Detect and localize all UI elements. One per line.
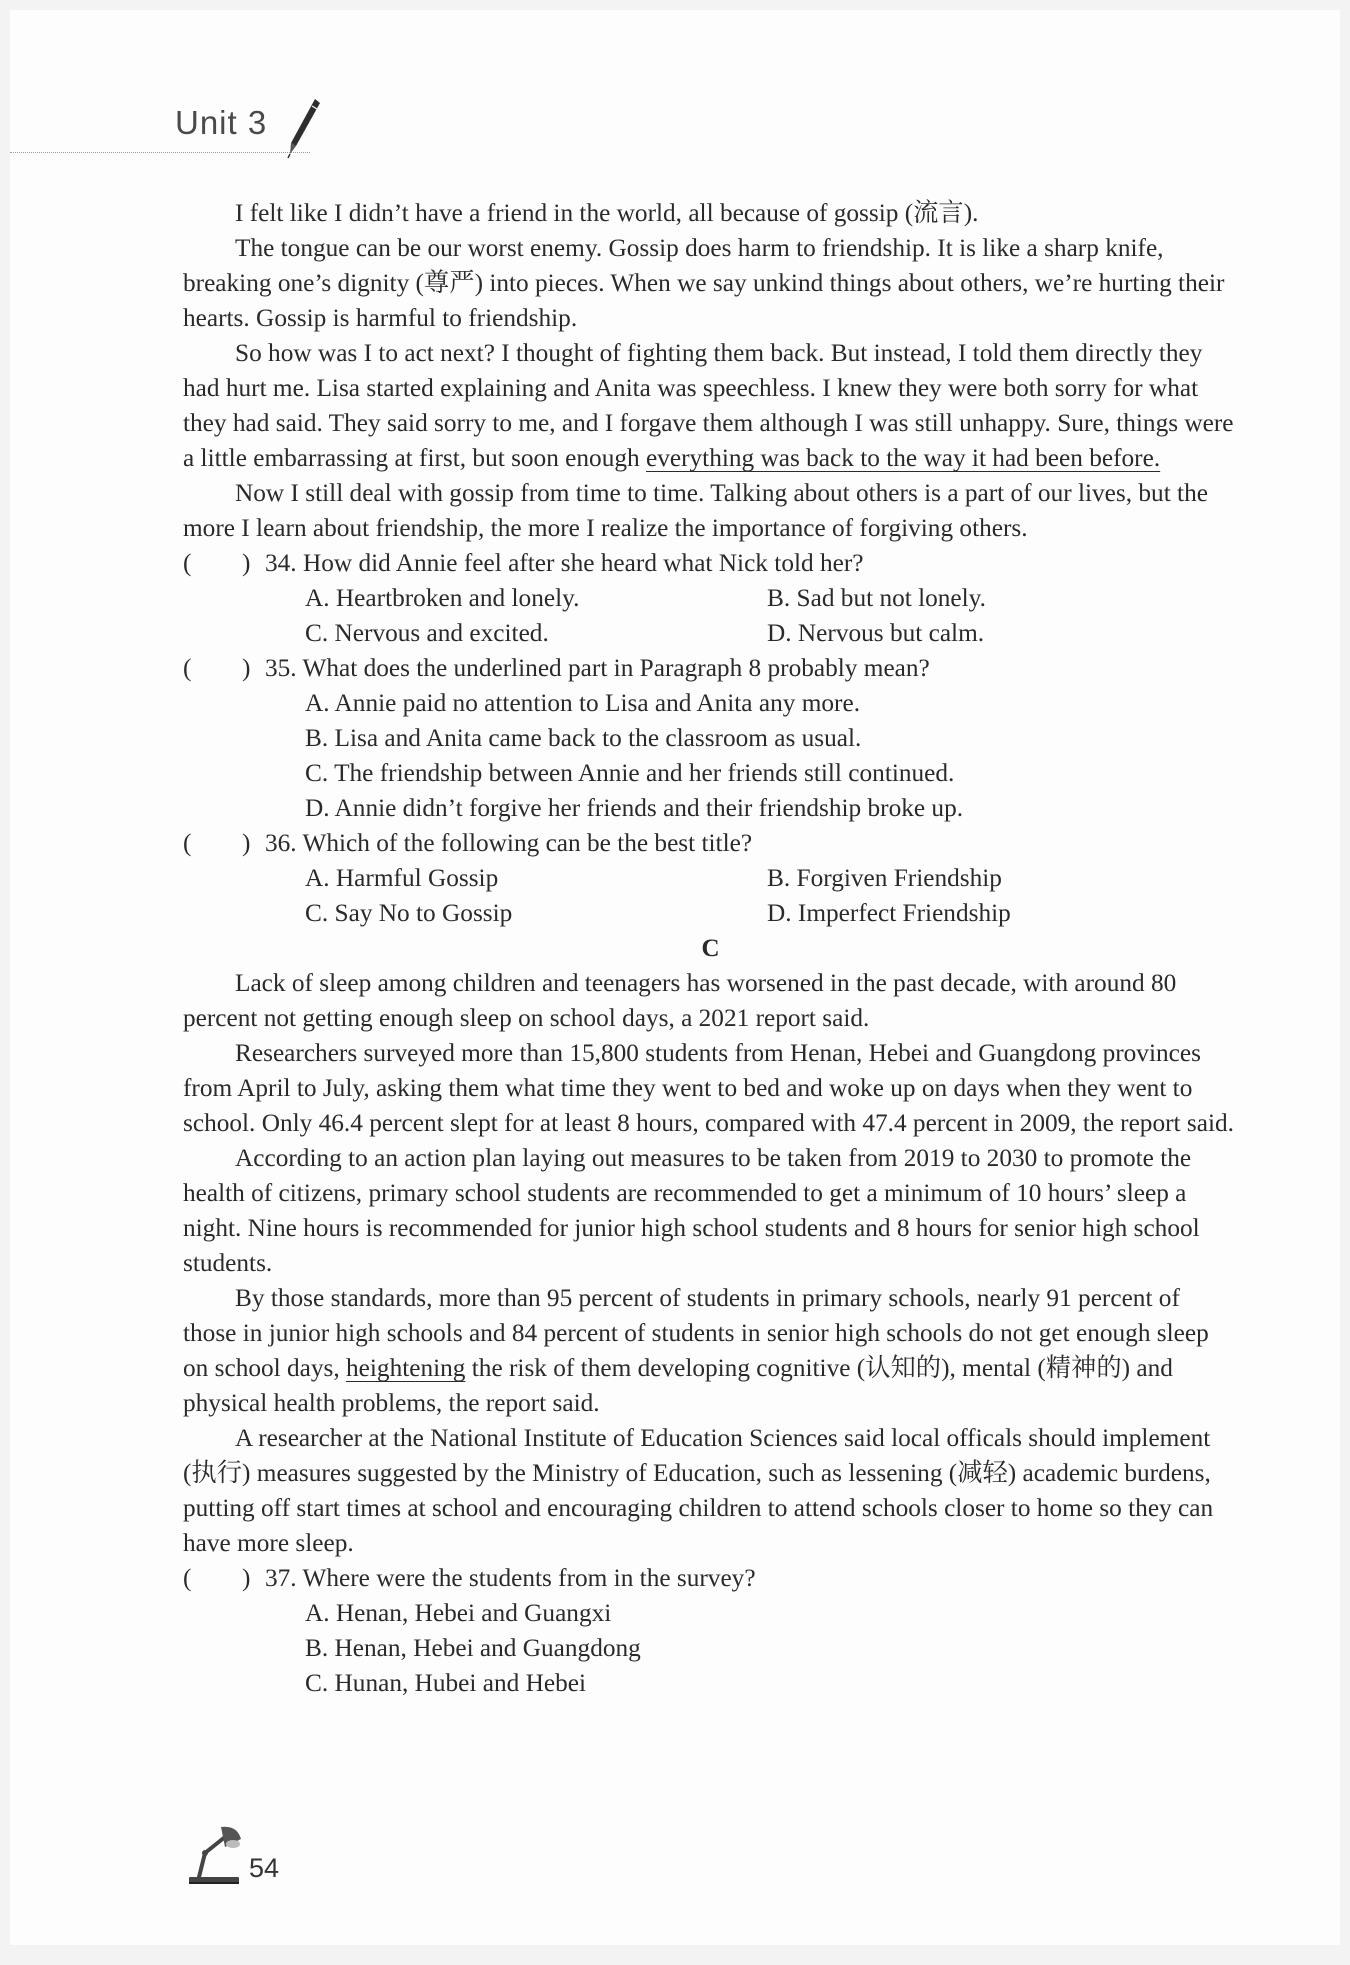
page-header — [10, 100, 320, 160]
paragraph — [183, 1281, 1238, 1421]
question-34 — [183, 546, 1238, 581]
unit-title: Unit 3 — [175, 104, 268, 141]
question-text: 36. Which of the following can be the best title? — [265, 829, 753, 857]
answer-blank[interactable]: ( ) — [183, 549, 251, 577]
underlined-word: heightening — [346, 1354, 466, 1382]
option[interactable]: D. Nervous but calm. — [767, 619, 985, 647]
paragraph: I felt like I didn’t have a friend in the world, all because of gossip (流言). — [235, 199, 979, 227]
paragraph: Now I still deal with gossip from time to time. Talking about others is a part of our lives, but the more I learn about friendship, the more I realize the importance of forgiving others. — [183, 479, 1208, 542]
option[interactable]: B. Sad but not lonely. — [767, 584, 987, 612]
option[interactable]: B. Henan, Hebei and Guangdong — [305, 1634, 641, 1662]
paragraph: According to an action plan laying out measures to be taken from 2019 to 2030 to promote the health of citizens, primary school students are recommended to get a minimum of 10 hours’ sleep a night. Nine hours is recommended for junior high school students and 8 hours for senior high school students. — [183, 1144, 1200, 1277]
paragraph: Researchers surveyed more than 15,800 students from Henan, Hebei and Guangdong provinces from April to July, asking them what time they went to bed and woke up on days when they went to school. Only 46.4 percent slept for at least 8 hours, compared with 47.4 percent in 2009, the report said. — [183, 1039, 1234, 1137]
answer-blank[interactable]: ( ) — [183, 829, 251, 857]
options — [183, 581, 1238, 651]
option[interactable]: C. Hunan, Hubei and Hebei — [305, 1669, 587, 1697]
header-divider — [10, 152, 310, 153]
options — [183, 686, 1238, 826]
option[interactable]: D. Imperfect Friendship — [767, 899, 1011, 927]
option[interactable]: A. Harmful Gossip — [305, 864, 499, 892]
option[interactable]: B. Lisa and Anita came back to the classroom as usual. — [305, 724, 862, 752]
page-footer — [185, 1823, 385, 1893]
option[interactable]: B. Forgiven Friendship — [767, 864, 1002, 892]
options — [183, 1596, 1238, 1701]
desk-lamp-icon — [185, 1823, 247, 1887]
option[interactable]: A. Heartbroken and lonely. — [305, 584, 580, 612]
paragraph-text: So how was I to act next? I thought of fighting them back. But instead, I told them directly they had hurt me. Lisa started explaining and Anita was speechless. I knew they were both sorry for what they had said. They said sorry to me, and I forgave them although I was still unhappy. Sure, things were a little embarrassing at first, but soon enough — [183, 339, 1234, 472]
question-37 — [183, 1561, 1238, 1596]
paragraph: Lack of sleep among children and teenagers has worsened in the past decade, with around 80 percent not getting enough sleep on school days, a 2021 report said. — [183, 969, 1177, 1032]
page-content — [183, 196, 1238, 1701]
option[interactable]: C. Say No to Gossip — [305, 899, 513, 927]
page-number: 54 — [249, 1853, 280, 1883]
paragraph: A researcher at the National Institute of Education Sciences said local officals should implement (执行) measures suggested by the Ministry of Education, such as lessening (减轻) academic burdens, putting off start times at school and encouraging children to attend schools closer to home so they can have more sleep. — [183, 1424, 1214, 1557]
pen-icon — [282, 96, 322, 160]
answer-blank[interactable]: ( ) — [183, 654, 251, 682]
question-text: 34. How did Annie feel after she heard what Nick told her? — [265, 549, 864, 577]
paragraph — [183, 336, 1238, 476]
option[interactable]: D. Annie didn’t forgive her friends and their friendship broke up. — [305, 794, 964, 822]
underlined-phrase: everything was back to the way it had been before. — [645, 444, 1161, 472]
paragraph-text: By those standards, more than 95 percent of students in primary schools, nearly 91 percent of those in junior high schools and 84 percent of students in senior high schools do not get enough sleep on school days, — [183, 1284, 1209, 1382]
question-35 — [183, 651, 1238, 686]
option[interactable]: A. Henan, Hebei and Guangxi — [305, 1599, 612, 1627]
option[interactable]: A. Annie paid no attention to Lisa and Anita any more. — [305, 689, 861, 717]
question-text: 35. What does the underlined part in Paragraph 8 probably mean? — [265, 654, 930, 682]
answer-blank[interactable]: ( ) — [183, 1564, 251, 1592]
question-36 — [183, 826, 1238, 861]
section-heading: C — [701, 935, 720, 962]
workbook-page — [10, 10, 1340, 1945]
options — [183, 861, 1238, 931]
paragraph: The tongue can be our worst enemy. Gossip does harm to friendship. It is like a sharp knife, breaking one’s dignity (尊严) into pieces. When we say unkind things about others, we’re hurting their hearts. Gossip is harmful to friendship. — [183, 234, 1225, 332]
option[interactable]: C. Nervous and excited. — [305, 619, 549, 647]
question-text: 37. Where were the students from in the survey? — [265, 1564, 756, 1592]
option[interactable]: C. The friendship between Annie and her friends still continued. — [305, 759, 955, 787]
paragraph-text: the risk of them developing cognitive (认知的), mental (精神的) and physical health problems, the report said. — [183, 1354, 1173, 1417]
